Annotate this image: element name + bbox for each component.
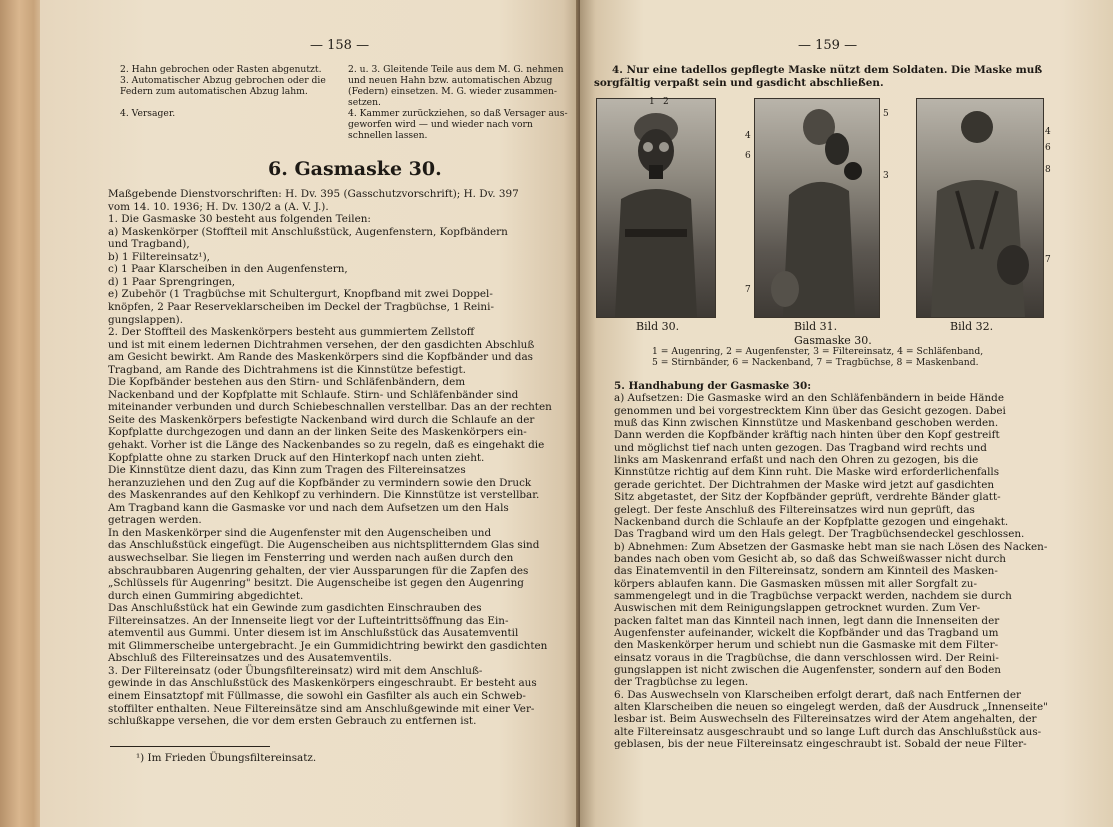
text-line: b) Abnehmen: Zum Absetzen der Gasmaske hebt man sie nach Lösen des Nacken- (614, 540, 1048, 553)
caption-bild-31: Bild 31. (794, 320, 838, 333)
text-line: Die Kopfbänder bestehen aus den Stirn- und Schläfenbändern, dem (108, 376, 466, 389)
text-line: vom 14. 10. 1936; H. Dv. 130/2 a (A. V. J.). (108, 200, 329, 213)
text-line: 6. Das Auswechseln von Klarscheiben erfolgt derart, daß nach Entfernen der (614, 688, 1021, 701)
figure-title: Gasmaske 30. (794, 334, 872, 347)
marker-4: 4 (745, 131, 751, 141)
text-line: am Gesicht bewirkt. Am Rande des Maskenkörpers sind die Kopfbänder und das (108, 351, 533, 364)
text-line: In den Maskenkörper sind die Augenfenster mit den Augenscheiben und (108, 526, 492, 539)
text-line: auswechselbar. Sie liegen im Fensterring und werden nach außen durch den (108, 551, 514, 564)
text-line: gungslappen ist nicht zwischen die Augenfenster, sondern auf den Boden (614, 664, 1001, 677)
text-line: Auswischen mit dem Reinigungslappen getrocknet wurden. Zum Ver- (614, 602, 981, 615)
marker-3: 3 (883, 171, 889, 181)
text-line: alte Filtereinsatz ausgeschraubt und so lange Luft durch das Anschlußstück aus- (614, 725, 1042, 738)
text-line: genommen und bei vorgestrecktem Kinn über das Gesicht gezogen. Dabei (614, 404, 1006, 417)
text-line: Die Kinnstütze dient dazu, das Kinn zum Tragen des Filtereinsatzes (108, 464, 466, 477)
text-line: den Maskenkörper herum und schiebt nun die Gasmaske mit dem Filter- (614, 639, 999, 652)
text-line: des Maskenrandes auf den Kehlkopf zu verhindern. Die Kinnstütze ist verstellbar. (108, 489, 540, 502)
text-line: 5. Handhabung der Gasmaske 30: (614, 380, 812, 392)
caption-bild-32: Bild 32. (950, 320, 994, 333)
note-line (120, 97, 326, 108)
top-line-2: sorgfältig verpaßt sein und gasdicht abschließen. (594, 77, 884, 89)
text-line: Am Tragband kann die Gasmaske vor und nach dem Aufsetzen um den Hals (108, 501, 509, 514)
marker-1: 1 (649, 97, 655, 107)
note-line: (Federn) einsetzen. M. G. wieder zusammen- (348, 86, 558, 97)
text-line: Seite des Maskenkörpers befestigte Nackenband wird durch die Schlaufe an der (108, 413, 535, 426)
note-line: 4. Versager. (120, 108, 176, 119)
text-line: Maßgebende Dienstvorschriften: H. Dv. 395 (Gasschutzvorschrift); H. Dv. 397 (108, 188, 519, 200)
text-line: packen faltet man das Kinnteil nach innen, legt dann die Innenseiten der (614, 614, 1000, 627)
page-159 (580, 0, 1113, 827)
text-line: Kopfplatte durchgezogen und dann an der linken Seite des Maskenkörpers ein- (108, 426, 527, 439)
marker-6: 6 (745, 151, 751, 161)
text-line: heranzuziehen und den Zug auf die Kopfbänder zu vermindern sowie den Druck (108, 476, 532, 489)
text-line: und möglichst tief nach unten gezogen. Das Tragband wird rechts und (614, 441, 987, 454)
soldier-side-figure (755, 99, 879, 317)
text-line: durch einen Gummiring abgedichtet. (108, 589, 304, 602)
figure-legend (652, 346, 983, 368)
text-line: miteinander verbunden und durch Schiebeschnallen verstellbar. Das an der rechten (108, 401, 552, 414)
text-line: einem Einsatztopf mit Füllmasse, die sowohl ein Gasfilter als auch ein Schweb- (108, 690, 526, 702)
text-line: c) 1 Paar Klarscheiben in den Augenfenstern, (108, 263, 348, 276)
text-line: gehakt. Vorher ist die Länge des Nackenbandes so zu regeln, daß es eingehakt die (108, 439, 545, 451)
notes-column-right (348, 64, 568, 141)
marker-5: 5 (883, 109, 889, 119)
page-number-left: — 158 — (310, 38, 370, 53)
page-number-right: — 159 — (798, 38, 858, 53)
text-line: das Anschlußstück eingefügt. Die Augenscheiben aus nichtsplitterndem Glas sind (108, 539, 540, 552)
text-line: und ist mit einem ledernen Dichtrahmen versehen, der den gasdichten Abschluß (108, 338, 535, 351)
text-line: 3. Der Filtereinsatz (oder Übungsfiltereinsatz) wird mit dem Anschluß- (108, 664, 483, 677)
text-line: Filtereinsatzes. An der Innenseite liegt vor der Lufteintrittsöffnung das Ein- (108, 614, 509, 627)
text-line: Kopfplatte ohne zu starken Druck auf den Hinterkopf nach unten zieht. (108, 451, 485, 464)
note-line: 2. u. 3. Gleitende Teile aus dem M. G. nehmen (348, 64, 564, 75)
legend-line-2: 5 = Stirnbänder, 6 = Nackenband, 7 = Tragbüchse, 8 = Maskenband. (652, 357, 979, 368)
text-line: 2. Der Stoffteil des Maskenkörpers besteht aus gummiertem Zellstoff (108, 326, 475, 339)
note-line: schnellen lassen. (348, 130, 428, 141)
text-line: atemventil aus Gummi. Unter diesem ist im Anschlußstück das Ausatemventil (108, 627, 519, 640)
text-line: a) Aufsetzen: Die Gasmaske wird an den Schläfenbändern in beide Hände (614, 392, 1004, 405)
text-line: gerade gerichtet. Der Dichtrahmen der Maske wird jetzt auf gasdichten (614, 478, 995, 491)
section-heading: 6. Gasmaske 30. (268, 158, 442, 180)
text-line: Nackenband durch die Schlaufe an der Kopfplatte gezogen und eingehakt. (614, 515, 1009, 528)
note-line: geworfen wird — und wieder nach vorn (348, 119, 533, 130)
footnote: ¹) Im Frieden Übungsfiltereinsatz. (136, 752, 317, 764)
legend-line-1: 1 = Augenring, 2 = Augenfenster, 3 = Filtereinsatz, 4 = Schläfenband, (652, 346, 984, 357)
text-line: knöpfen, 2 Paar Reserveklarscheiben im Deckel der Tragbüchse, 1 Reini- (108, 300, 494, 313)
text-line: a) Maskenkörper (Stoffteil mit Anschlußstück, Augenfenstern, Kopfbändern (108, 225, 508, 238)
text-line: gewinde in das Anschlußstück des Maskenkörpers eingeschraubt. Er besteht aus (108, 677, 537, 690)
text-line: und Tragband), (108, 238, 190, 251)
note-line: 3. Automatischer Abzug gebrochen oder die (120, 75, 326, 86)
soldier-front-figure (597, 99, 715, 317)
marker-2: 2 (663, 97, 669, 107)
top-line-1: 4. Nur eine tadellos gepflegte Maske nützt dem Soldaten. Die Maske muß (612, 64, 1043, 76)
notes-column-left (120, 64, 326, 119)
photo-bild-31 (745, 98, 889, 318)
text-line: b) 1 Filtereinsatz¹), (108, 250, 210, 263)
page-158 (40, 0, 580, 827)
text-line: links am Maskenrand erfaßt und nach den Ohren zu gezogen, bis die (614, 454, 979, 467)
text-line: Das Tragband wird um den Hals gelegt. Der Tragbüchsendeckel geschlossen. (614, 528, 1025, 541)
text-line: Sitz abgetastet, der Sitz der Kopfbänder geprüft, verdrehte Bänder glatt- (614, 491, 1001, 504)
text-line: Nackenband und der Kopfplatte mit Schlaufe. Stirn- und Schläfenbänder sind (108, 388, 519, 401)
marker-4b: 4 (1045, 127, 1051, 137)
text-line: geblasen, bis der neue Filtereinsatz eingeschraubt ist. Sobald der neue Filter- (614, 738, 1027, 751)
text-line: gelegt. Der feste Anschluß des Filtereinsatzes wird nun geprüft, das (614, 503, 975, 516)
text-line: das Einatemventil in den Filtereinsatz, sondern am Kinnteil des Masken- (614, 565, 998, 578)
text-line: „Schlüssels für Augenring" besitzt. Die Augenscheibe ist gegen den Augenring (108, 577, 524, 590)
text-line: mit Glimmerscheibe untergebracht. Je ein Gummidichtring bewirkt den gasdichten (108, 639, 548, 652)
text-line: getragen werden. (108, 514, 202, 527)
text-line: körpers ablaufen kann. Die Gasmasken müssen mit aller Sorgfalt zu- (614, 577, 977, 590)
text-line: Abschluß des Filtereinsatzes und des Ausatemventils. (108, 652, 392, 665)
marker-7b: 7 (1045, 255, 1051, 265)
text-line: muß das Kinn zwischen Kinnstütze und Maskenband geschoben werden. (614, 417, 999, 430)
text-line: lesbar ist. Beim Auswechseln des Filtereinsatzes wird der Atem angehalten, der (614, 713, 1037, 726)
text-line: alten Klarscheiben die neuen so eingelegt werden, daß der Ausdruck „Innenseite" (614, 701, 1048, 714)
note-line: Federn zum automatischen Abzug lahm. (120, 86, 308, 97)
text-line: bandes nach oben vom Gesicht ab, so daß das Schweißwasser nicht durch (614, 552, 1006, 565)
note-line: 4. Kammer zurückziehen, so daß Versager aus- (348, 108, 568, 119)
text-line: d) 1 Paar Sprengringen, (108, 275, 236, 288)
text-line: stoffilter enthalten. Neue Filtereinsätze sind am Anschlußgewinde mit einer Ver- (108, 702, 535, 715)
photo-bild-30 (596, 98, 716, 318)
footnote-rule (110, 746, 270, 747)
text-line: abschraubbaren Augenring gehalten, der vier Aussparungen für die Zapfen des (108, 564, 529, 577)
note-line: und neuen Hahn bzw. automatischen Abzug (348, 75, 553, 86)
text-line: Kinnstütze richtig auf dem Kinn ruht. Die Maske wird erforderlichenfalls (614, 466, 1000, 479)
text-line: Augenfenster aufeinander, wickelt die Kopfbänder und das Tragband um (614, 627, 999, 639)
text-line: Tragband, am Rande des Dichtrahmens ist die Kinnstütze befestigt. (108, 363, 466, 376)
note-line: 2. Hahn gebrochen oder Rasten abgenutzt. (120, 64, 322, 75)
text-line: sammengelegt und in die Tragbüchse verpackt werden, nachdem sie durch (614, 589, 1012, 602)
marker-7: 7 (745, 285, 751, 295)
text-line: gungslappen). (108, 313, 184, 326)
marker-6b: 6 (1045, 143, 1051, 153)
marker-8: 8 (1045, 165, 1051, 175)
text-line: einsatz voraus in die Tragbüchse, die dann verschlossen wird. Der Reini- (614, 651, 999, 664)
text-line: der Tragbüchse zu legen. (614, 676, 749, 689)
text-line: Dann werden die Kopfbänder kräftig nach hinten über den Kopf gestreift (614, 429, 1000, 442)
text-line: Das Anschlußstück hat ein Gewinde zum gasdichten Einschrauben des (108, 602, 482, 615)
text-line: schlußkappe versehen, die vor dem ersten Gebrauch zu entfernen ist. (108, 715, 477, 728)
photo-bild-32 (916, 98, 1051, 318)
soldier-back-figure (917, 99, 1043, 317)
text-line: e) Zubehör (1 Tragbüchse mit Schultergurt, Knopfband mit zwei Doppel- (108, 288, 493, 301)
caption-bild-30: Bild 30. (636, 320, 680, 333)
note-line: setzen. (348, 97, 381, 108)
text-line: 1. Die Gasmaske 30 besteht aus folgenden Teilen: (108, 213, 371, 226)
